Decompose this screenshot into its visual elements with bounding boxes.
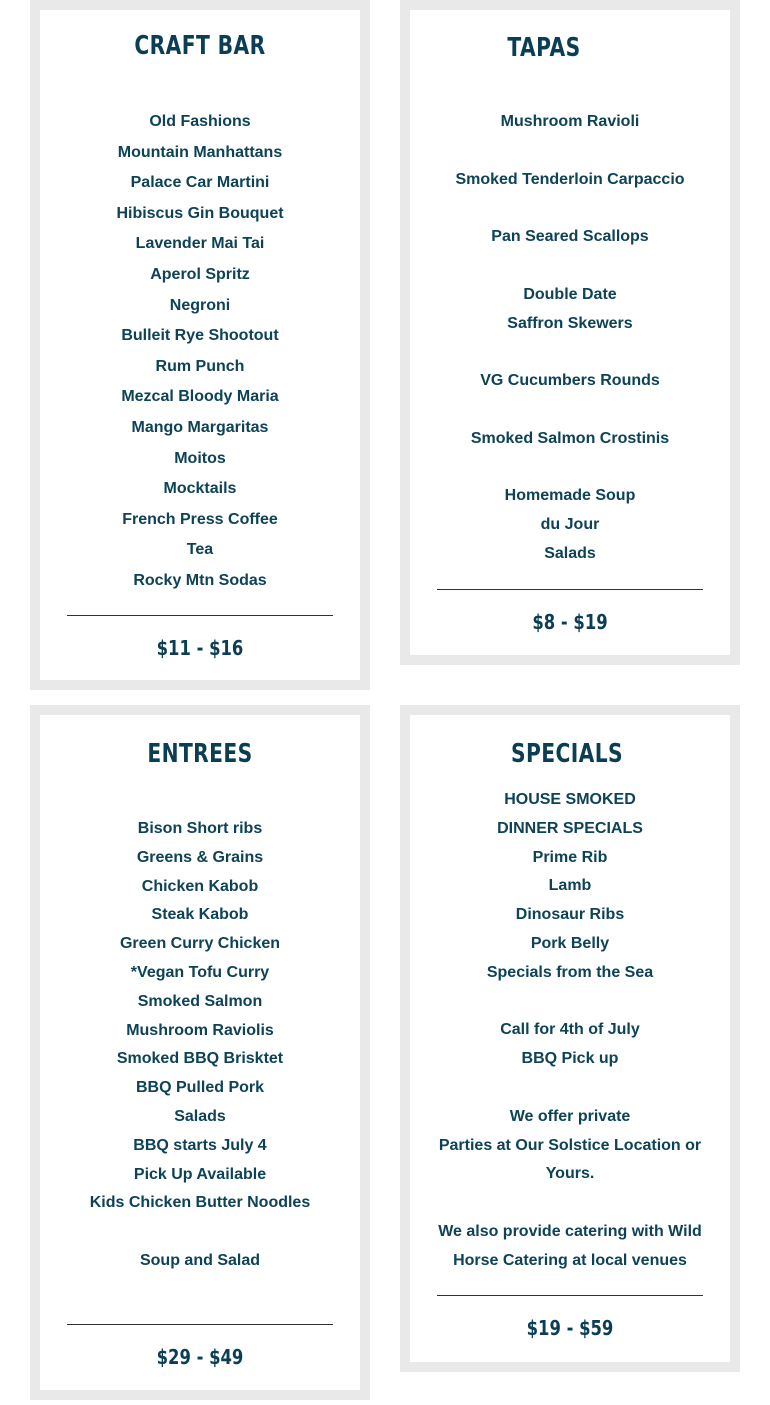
craft-bar-item-list [40,107,360,597]
tapas-item-list [410,108,730,569]
menu-item: We also provide catering with Wild [438,1222,702,1240]
entrees-card-inner [40,715,360,1390]
menu-item: Pick Up Available [133,1165,267,1183]
menu-item: Mountain Manhattans [117,143,283,161]
menu-item: We offer private [509,1107,631,1125]
menu-item: Smoked Salmon Crostinis [470,429,670,447]
menu-item: HOUSE SMOKED [504,791,636,808]
menu-item: Steak Kabob [151,906,249,924]
specials-item-list [410,786,730,1276]
menu-item: Saffron Skewers [507,314,633,332]
tapas-title: TAPAS [507,33,581,63]
menu-item: Horse Catering at local venues [453,1251,687,1269]
menu-item: Negroni [169,296,231,314]
menu-item: Pan Seared Scallops [491,228,649,246]
menu-item [40,1218,360,1247]
menu-item: Smoked Salmon [137,992,263,1010]
menu-item: Kids Chicken Butter Noodles [89,1194,311,1212]
menu-item: Pork Belly [530,934,610,952]
craft-bar-divider [67,615,333,616]
menu-item: BBQ Pick up [521,1050,619,1068]
menu-item: VG Cucumbers Rounds [480,372,660,390]
menu-item: Greens & Grains [136,848,264,866]
menu-item [410,137,730,166]
tapas-price: $8 - $19 [532,610,608,634]
menu-item: BBQ Pulled Pork [135,1079,265,1097]
menu-item: Green Curry Chicken [119,935,281,953]
menu-item: Bulleit Rye Shootout [121,327,279,345]
menu-item: Salads [544,544,596,562]
menu-item: Yours. [545,1165,595,1183]
menu-item: Dinosaur Ribs [515,906,625,924]
menu-item: Soup and Salad [139,1251,260,1269]
menu-item: French Press Coffee [122,510,278,528]
menu-item: Rocky Mtn Sodas [133,571,267,589]
entrees-price: $29 - $49 [156,1345,244,1369]
menu-item [410,1189,730,1218]
menu-item: Prime Rib [532,848,608,866]
menu-item [410,1074,730,1103]
menu-item: Call for 4th of July [500,1021,640,1039]
menu-item: Mezcal Bloody Maria [121,388,279,406]
specials-divider [437,1295,703,1296]
menu-item: Mango Margaritas [131,418,269,436]
menu-item: du Jour [540,516,600,534]
menu-item: Parties at Our Solstice Location or [438,1136,702,1154]
menu-item: Salads [174,1107,226,1125]
menu-item [410,252,730,281]
tapas-card [400,0,740,665]
entrees-item-list [40,815,360,1276]
menu-item: Tea [186,541,214,559]
menu-item: Mushroom Ravioli [500,113,640,130]
menu-item: BBQ starts July 4 [133,1136,267,1154]
menu-item [410,194,730,223]
entrees-divider [67,1324,333,1325]
menu-item: Homemade Soup [504,487,636,505]
menu-item [410,396,730,425]
menu-item: *Vegan Tofu Curry [130,963,270,981]
menu-item [410,454,730,483]
specials-card [400,705,740,1372]
menu-item: Bison Short ribs [137,820,263,837]
menu-item: Lamb [548,877,592,895]
menu-item: Old Fashions [149,113,251,130]
craft-bar-title: CRAFT BAR [134,31,266,61]
menu-item: Mushroom Raviolis [126,1021,274,1039]
menu-item: Smoked Tenderloin Carpaccio [455,170,685,188]
menu-item [410,988,730,1017]
entrees-card [30,705,370,1400]
menu-item: DINNER SPECIALS [497,819,643,837]
menu-item: Double Date [523,285,617,303]
craft-bar-card [30,0,370,690]
menu-item: Rum Punch [155,357,245,375]
menu-item: Aperol Spritz [150,265,250,283]
entrees-title: ENTREES [147,739,253,769]
specials-price: $19 - $59 [526,1316,614,1340]
menu-item: Lavender Mai Tai [135,235,265,253]
menu-item: Chicken Kabob [141,877,259,895]
menu-item: Specials from the Sea [486,963,654,981]
menu-item: Moitos [174,449,226,467]
specials-title: SPECIALS [510,739,624,769]
menu-item: Mocktails [163,480,237,498]
specials-card-inner [410,715,730,1362]
menu-item: Hibiscus Gin Bouquet [116,204,284,222]
craft-bar-card-inner [40,10,360,680]
tapas-card-inner [410,10,730,655]
craft-bar-price: $11 - $16 [156,636,244,660]
menu-item: Palace Car Martini [130,174,270,192]
menu-item [410,338,730,367]
tapas-divider [437,589,703,590]
menu-item: Smoked BBQ Brisktet [116,1050,284,1068]
